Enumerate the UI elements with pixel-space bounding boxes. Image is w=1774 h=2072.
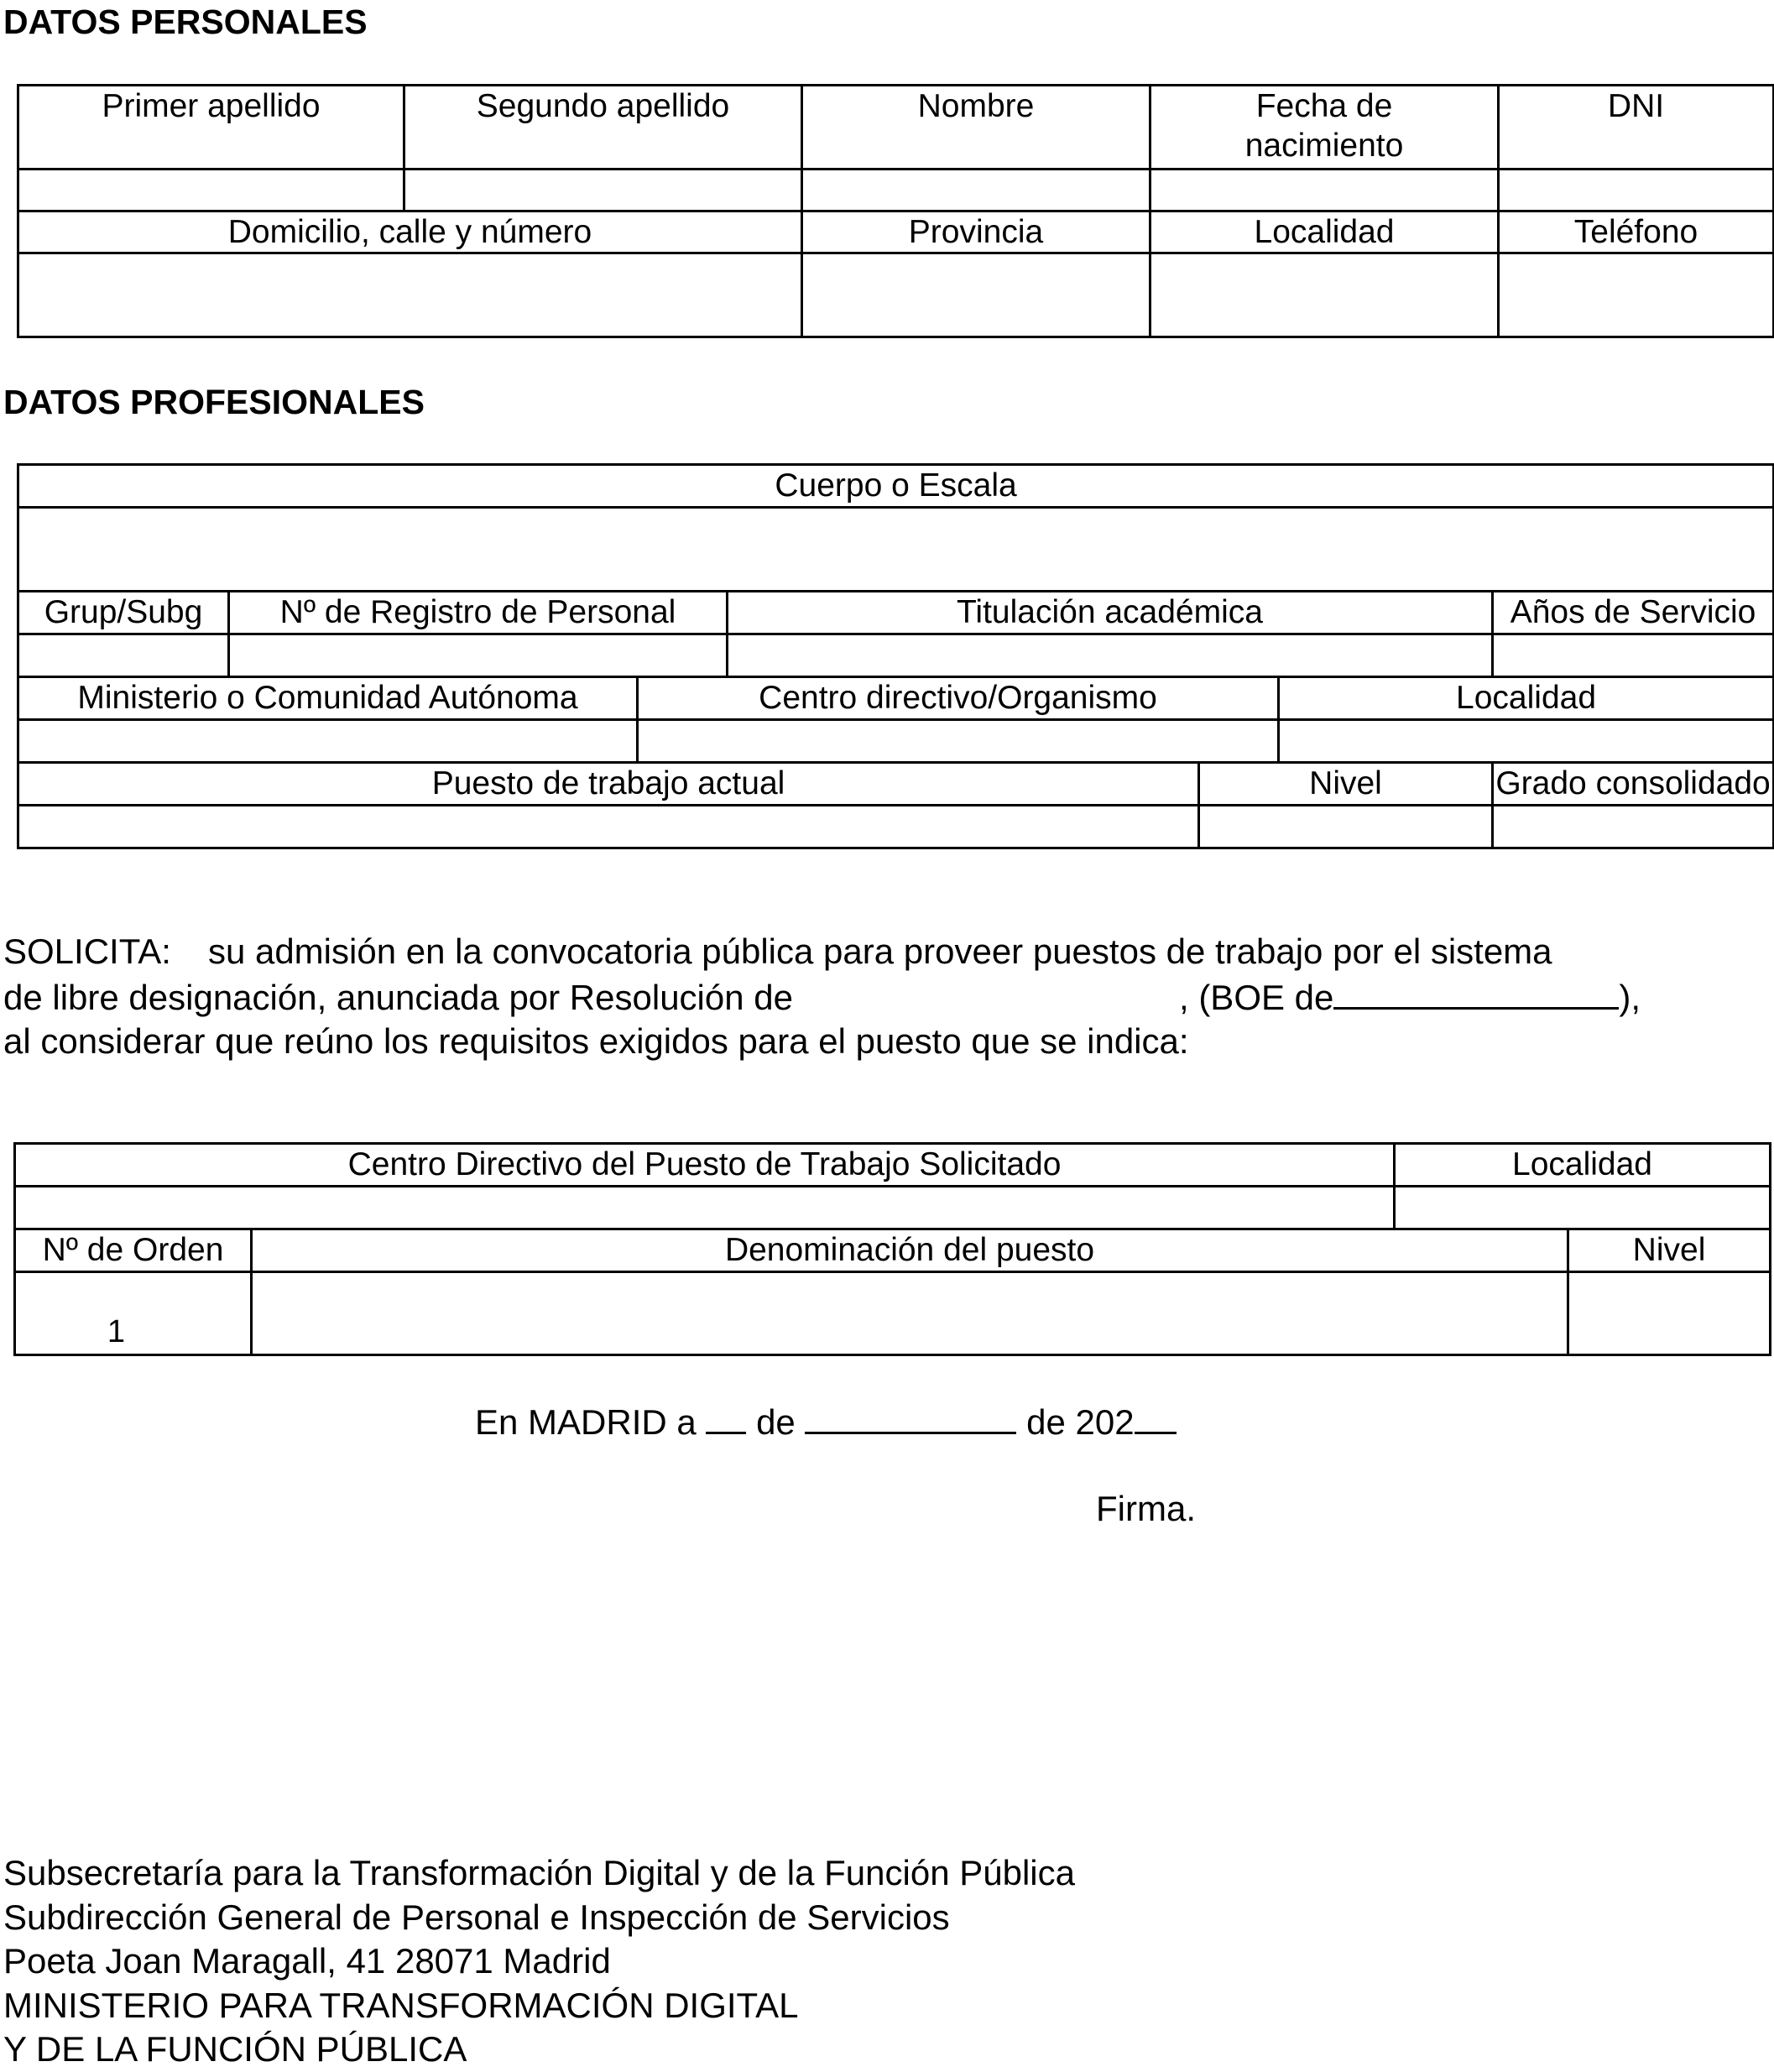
input-nombre[interactable] bbox=[802, 170, 1150, 211]
request-text-2a: de libre designación, anunciada por Resolución de bbox=[3, 978, 793, 1017]
header-ministerio: Ministerio o Comunidad Autónoma bbox=[18, 677, 638, 720]
header-provincia: Provincia bbox=[802, 211, 1150, 253]
input-localidad[interactable] bbox=[1150, 253, 1499, 337]
month-field[interactable] bbox=[805, 1398, 1016, 1434]
date-de-2: de 202 bbox=[1026, 1402, 1135, 1442]
header-denominacion: Denominación del puesto bbox=[252, 1229, 1568, 1272]
header-telefono: Teléfono bbox=[1499, 211, 1774, 253]
request-line-3: al considerar que reúno los requisitos exigidos para el puesto que se indica: bbox=[3, 1021, 1189, 1061]
date-line bbox=[475, 1398, 1177, 1444]
request-label: SOLICITA: bbox=[3, 932, 171, 971]
professional-data-heading: DATOS PROFESIONALES bbox=[3, 383, 425, 421]
date-de-1: de bbox=[756, 1402, 796, 1442]
input-centro-solicitado[interactable] bbox=[15, 1187, 1395, 1229]
footer-line: Y DE LA FUNCIÓN PÚBLICA bbox=[3, 2029, 467, 2069]
signature-label: Firma. bbox=[1096, 1489, 1196, 1528]
request-text-2c: ), bbox=[1619, 978, 1641, 1017]
header-centro-directivo: Centro directivo/Organismo bbox=[638, 677, 1279, 720]
input-registro-personal[interactable] bbox=[229, 634, 728, 677]
footer-line: Subdirección General de Personal e Inspección de Servicios bbox=[3, 1897, 950, 1937]
input-grupo-subgrupo[interactable] bbox=[18, 634, 229, 677]
header-nivel: Nivel bbox=[1199, 763, 1493, 806]
footer-line: MINISTERIO PARA TRANSFORMACIÓN DIGITAL bbox=[3, 1985, 799, 2025]
personal-data-table bbox=[17, 84, 1774, 338]
request-paragraph bbox=[3, 930, 1732, 1063]
input-denominacion[interactable] bbox=[252, 1272, 1568, 1355]
header-nombre: Nombre bbox=[802, 86, 1150, 170]
footer-line: Poeta Joan Maragall, 41 28071 Madrid bbox=[3, 1941, 611, 1981]
header-anos-servicio: Años de Servicio bbox=[1493, 592, 1774, 634]
header-centro-solicitado: Centro Directivo del Puesto de Trabajo Solicitado bbox=[15, 1144, 1395, 1187]
input-anos-servicio[interactable] bbox=[1493, 634, 1774, 677]
input-localidad-solicitada[interactable] bbox=[1395, 1187, 1771, 1229]
date-place: En MADRID a bbox=[475, 1402, 697, 1442]
requested-position-table bbox=[13, 1142, 1771, 1356]
input-nivel[interactable] bbox=[1199, 806, 1493, 848]
input-telefono[interactable] bbox=[1499, 253, 1774, 337]
footer-address bbox=[3, 1851, 1075, 2072]
input-nivel-solicitado[interactable] bbox=[1568, 1272, 1771, 1355]
input-cuerpo-escala[interactable] bbox=[18, 508, 1774, 592]
fecha-nacimiento-label: Fecha de nacimiento bbox=[1244, 88, 1404, 164]
header-nivel-solicitado: Nivel bbox=[1568, 1229, 1771, 1272]
input-localidad-prof[interactable] bbox=[1279, 720, 1774, 763]
request-line-1 bbox=[3, 930, 1732, 973]
request-text-1: su admisión en la convocatoria pública para proveer puestos de trabajo por el sistema bbox=[207, 932, 1552, 971]
header-puesto-actual: Puesto de trabajo actual bbox=[18, 763, 1199, 806]
input-fecha-nacimiento[interactable] bbox=[1150, 170, 1499, 211]
request-text-2b: , (BOE de bbox=[1178, 978, 1334, 1017]
input-domicilio[interactable] bbox=[18, 253, 802, 337]
input-segundo-apellido[interactable] bbox=[404, 170, 802, 211]
input-provincia[interactable] bbox=[802, 253, 1150, 337]
header-dni: DNI bbox=[1499, 86, 1774, 170]
order-number-cell bbox=[15, 1272, 252, 1355]
header-localidad-prof: Localidad bbox=[1279, 677, 1774, 720]
header-segundo-apellido: Segundo apellido bbox=[404, 86, 802, 170]
input-titulacion[interactable] bbox=[728, 634, 1493, 677]
input-ministerio[interactable] bbox=[18, 720, 638, 763]
header-titulacion: Titulación académica bbox=[728, 592, 1493, 634]
header-numero-orden: Nº de Orden bbox=[15, 1229, 252, 1272]
header-primer-apellido: Primer apellido bbox=[18, 86, 404, 170]
year-field[interactable] bbox=[1135, 1398, 1177, 1434]
header-cuerpo-escala: Cuerpo o Escala bbox=[18, 465, 1774, 508]
request-line-2 bbox=[3, 973, 1732, 1020]
header-registro-personal: Nº de Registro de Personal bbox=[229, 592, 728, 634]
header-domicilio: Domicilio, calle y número bbox=[18, 211, 802, 253]
footer-line: Subsecretaría para la Transformación Digital y de la Función Pública bbox=[3, 1853, 1075, 1892]
professional-data-table bbox=[17, 463, 1774, 849]
header-localidad-solicitada: Localidad bbox=[1395, 1144, 1771, 1187]
header-fecha-nacimiento bbox=[1150, 86, 1499, 170]
input-puesto-actual[interactable] bbox=[18, 806, 1199, 848]
header-localidad: Localidad bbox=[1150, 211, 1499, 253]
boe-date-field[interactable] bbox=[1333, 973, 1619, 1010]
input-centro-directivo[interactable] bbox=[638, 720, 1279, 763]
personal-data-heading: DATOS PERSONALES bbox=[3, 3, 368, 41]
order-number: 1 bbox=[107, 1314, 126, 1349]
input-grado-consolidado[interactable] bbox=[1493, 806, 1774, 848]
input-primer-apellido[interactable] bbox=[18, 170, 404, 211]
header-grupo-subgrupo: Grup/Subg bbox=[18, 592, 229, 634]
input-dni[interactable] bbox=[1499, 170, 1774, 211]
header-grado-consolidado: Grado consolidado bbox=[1493, 763, 1774, 806]
day-field[interactable] bbox=[706, 1398, 746, 1434]
